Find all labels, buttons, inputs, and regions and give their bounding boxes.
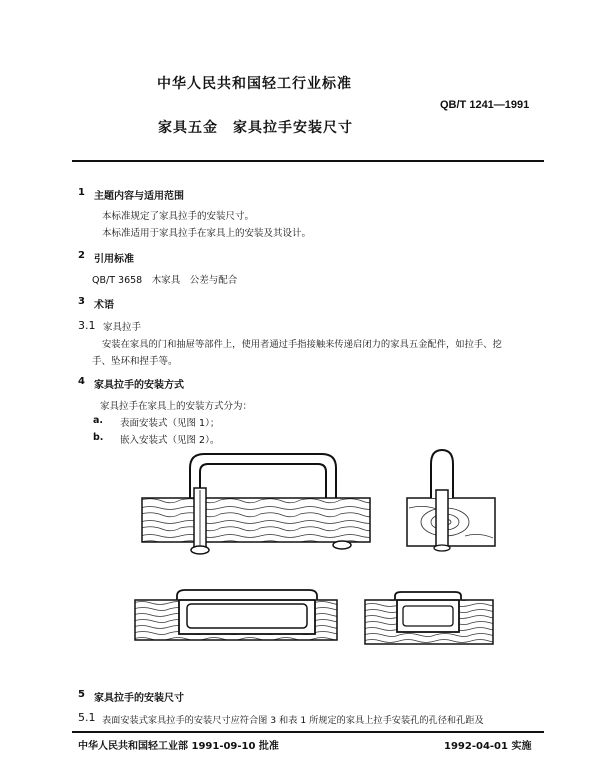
section-5-title: 家具拉手的安装尺寸 (94, 693, 184, 704)
effective-date: 1992-04-01 实施 (444, 741, 532, 752)
section-3-title: 术语 (94, 300, 114, 311)
section-3-1-definition-line-2: 手、坠环和捏手等。 (92, 356, 178, 367)
figure-1-end-view (405, 448, 497, 552)
section-1-number: 1 (78, 187, 85, 198)
section-2-title: 引用标准 (94, 254, 134, 265)
section-1-para-2: 本标准适用于家具拉手在家具上的安装及其设计。 (102, 228, 312, 239)
list-marker-a: a. (93, 415, 104, 426)
section-1-title: 主题内容与适用范围 (94, 191, 184, 202)
standard-code: QB/T 1241—1991 (440, 99, 530, 111)
section-5-1-number: 5.1 (78, 711, 96, 724)
section-3-1-definition-line-1: 安装在家具的门和抽屉等部件上，使用者通过手指接触来传递启闭力的家具五金配件，如拉手、挖 (102, 339, 502, 350)
wood-board (142, 498, 370, 542)
list-item-a: 表面安装式（见图 1）； (120, 418, 220, 429)
list-item-b: 嵌入安装式（见图 2）。 (120, 435, 220, 446)
section-4-number: 4 (78, 376, 85, 387)
standard-org-title: 中华人民共和国轻工行业标准 (157, 76, 352, 92)
figure-2-side-view (133, 588, 339, 644)
section-5-1-text: 表面安装式家具拉手的安装尺寸应符合图 3 和表 1 所规定的家具上拉手安装孔的孔径和孔距及 (102, 715, 484, 726)
figure-2-end-view (363, 590, 495, 648)
section-5-number: 5 (78, 689, 85, 700)
list-marker-b: b. (93, 432, 104, 443)
approval-line: 中华人民共和国轻工业部 1991-09-10 批准 (78, 741, 279, 752)
section-3-1-title: 家具拉手 (103, 322, 142, 333)
section-4-intro: 家具拉手在家具上的安装方式分为： (100, 401, 253, 412)
document-title: 家具五金 家具拉手安装尺寸 (158, 120, 353, 136)
section-1-para-1: 本标准规定了家具拉手的安装尺寸。 (102, 211, 255, 222)
footer-rule (72, 731, 544, 733)
section-2-reference: QB/T 3658 木家具 公差与配合 (92, 275, 238, 286)
header-rule (72, 160, 544, 162)
section-3-1-number: 3.1 (78, 319, 96, 332)
section-2-number: 2 (78, 250, 85, 261)
section-3-number: 3 (78, 296, 85, 307)
section-4-title: 家具拉手的安装方式 (94, 380, 184, 391)
figure-1-side-view (140, 448, 372, 560)
